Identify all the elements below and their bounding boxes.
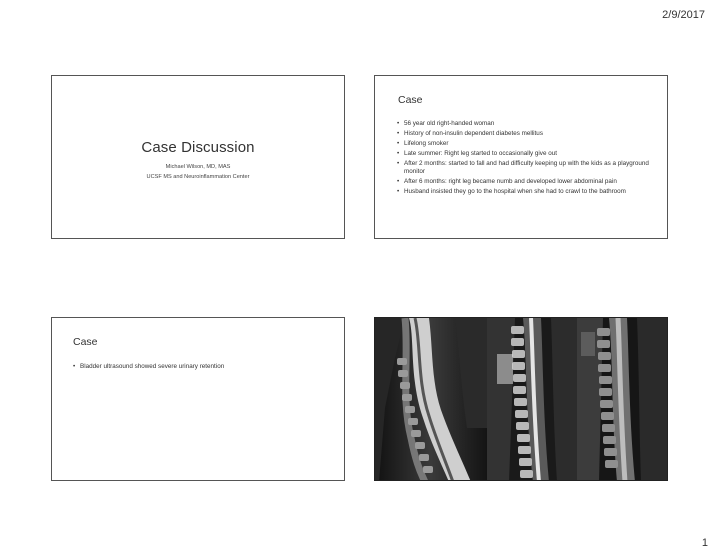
affiliation: UCSF MS and Neuroinflammation Center: [146, 174, 250, 180]
bullet-item: • Late summer: Right leg started to occasionally give out: [397, 150, 659, 158]
bullet-item: • Lifelong smoker: [397, 140, 659, 148]
slide-case: [374, 75, 668, 239]
bullet-list: [397, 120, 659, 197]
slide-heading: Case: [398, 94, 423, 106]
bullet-item: • After 6 months: right leg became numb and developed lower abdominal pain: [397, 178, 659, 186]
slide-title: Case Discussion: [141, 139, 255, 156]
bullet-item: • After 2 months: started to fall and had difficulty keeping up with the kids as a playground monitor: [397, 160, 659, 175]
page-date: 2/9/2017: [662, 9, 705, 21]
slide-heading: Case: [73, 336, 98, 348]
slide-title-slide: [51, 75, 345, 239]
mri-image-sagittal-3: [577, 318, 668, 481]
bullet-item: • Husband insisted they go to the hospital when she had to crawl to the bathroom: [397, 188, 659, 196]
bullet-item: • 56 year old right-handed woman: [397, 120, 659, 128]
bullet-list: [73, 363, 335, 373]
page-number: 1: [701, 537, 708, 549]
mri-image-sagittal-1: [375, 318, 487, 481]
bullet-item: • History of non-insulin dependent diabetes mellitus: [397, 130, 659, 138]
mri-image-sagittal-2: [487, 318, 577, 481]
author-name: Michael Wilson, MD, MAS: [165, 164, 231, 170]
bullet-item: • Bladder ultrasound showed severe urinary retention: [73, 363, 335, 371]
slide-mri-images: [374, 317, 668, 481]
slide-case-2: [51, 317, 345, 481]
